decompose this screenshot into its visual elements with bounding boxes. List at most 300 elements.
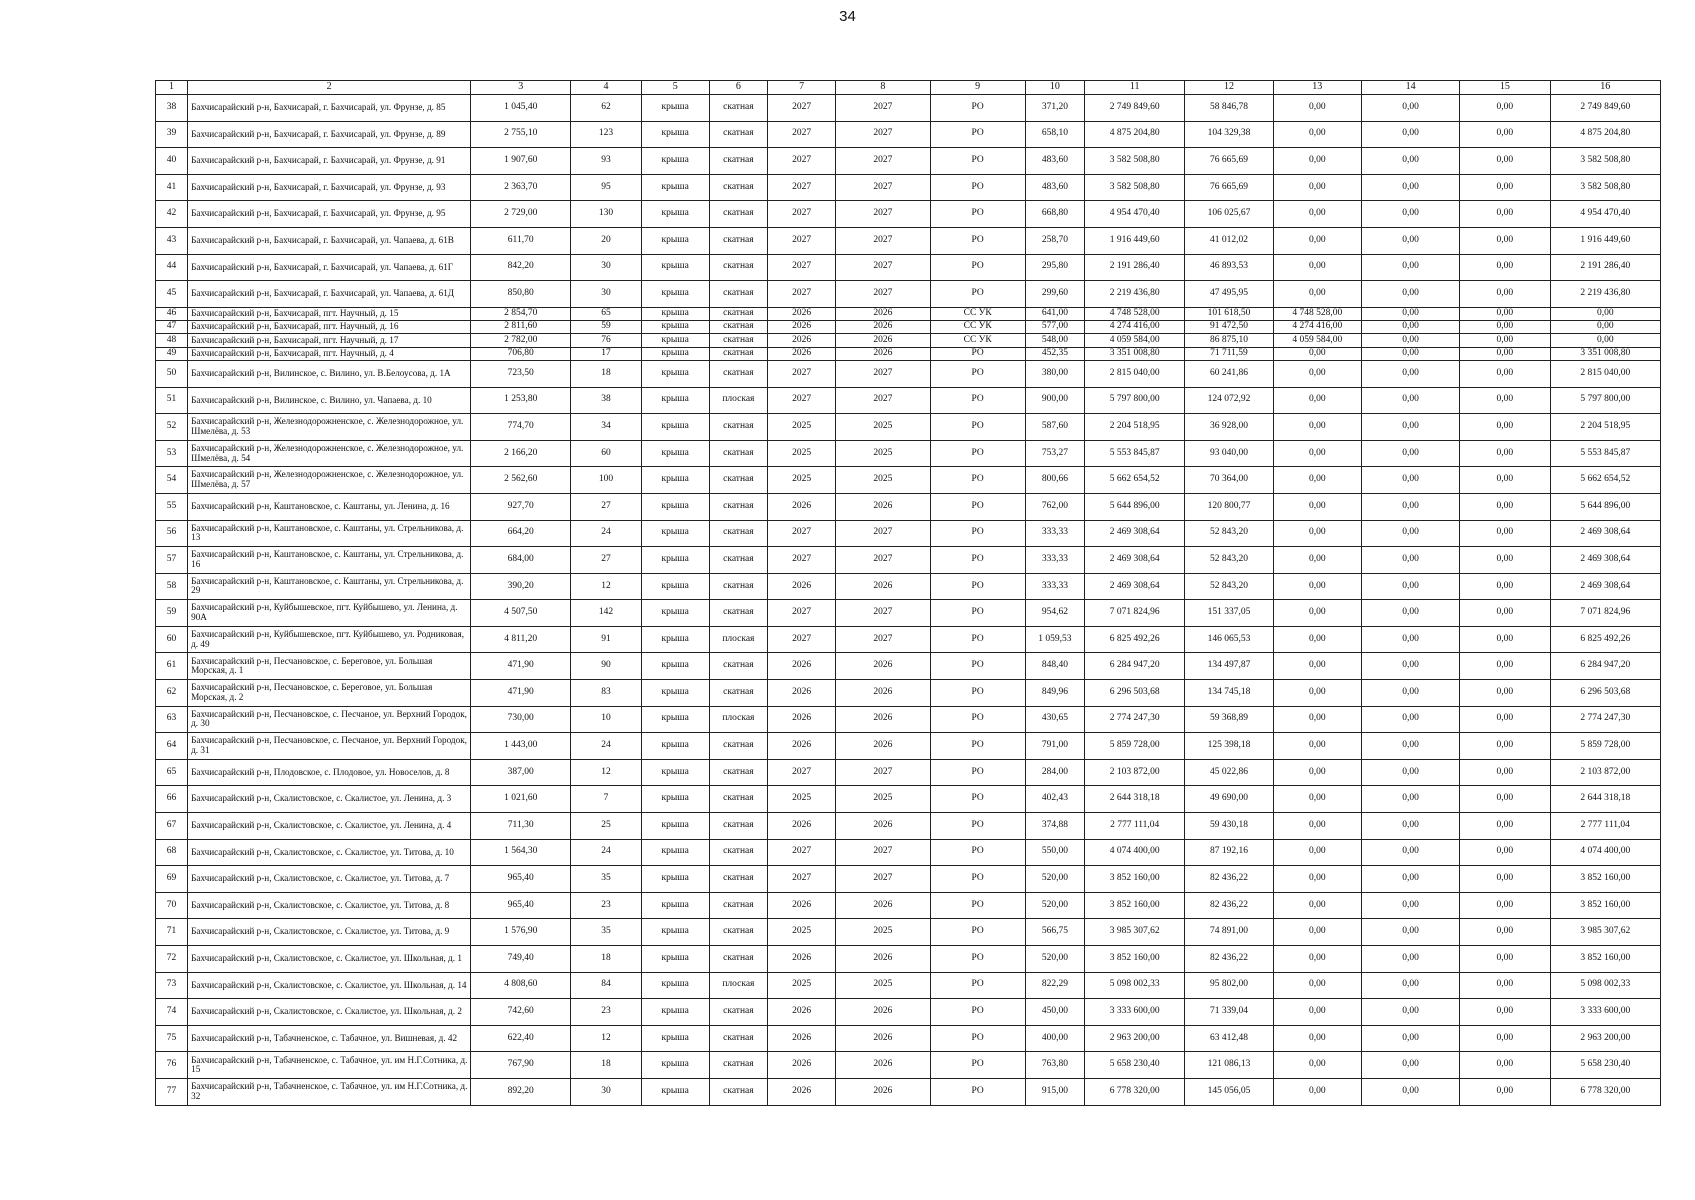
cell-13: 4 059 584,00 xyxy=(1273,334,1361,347)
row-number: 45 xyxy=(156,281,188,308)
unit-cost-cell: 36 928,00 xyxy=(1185,414,1273,441)
cost-cell: 3 852 160,00 xyxy=(1085,946,1185,973)
residents-cell: 142 xyxy=(571,600,641,627)
year-plan-cell: 2027 xyxy=(767,839,835,866)
total-cell: 4 074 400,00 xyxy=(1550,839,1660,866)
cost-cell: 2 219 436,80 xyxy=(1085,281,1185,308)
year-plan-cell: 2027 xyxy=(767,201,835,228)
cell-15: 0,00 xyxy=(1460,1078,1550,1105)
cost-cell: 2 749 849,60 xyxy=(1085,95,1185,122)
element-cell: крыша xyxy=(641,919,709,946)
roof-type-cell: скатная xyxy=(709,866,767,893)
roof-type-cell: скатная xyxy=(709,680,767,707)
row-number: 60 xyxy=(156,626,188,653)
element-cell: крыша xyxy=(641,321,709,334)
roof-type-cell: скатная xyxy=(709,148,767,175)
fund-cell: РО xyxy=(930,839,1025,866)
fund-cell: РО xyxy=(930,360,1025,387)
cell-14: 0,00 xyxy=(1361,547,1459,574)
element-cell: крыша xyxy=(641,387,709,414)
residents-cell: 90 xyxy=(571,653,641,680)
cell-14: 0,00 xyxy=(1361,600,1459,627)
unit-cost-cell: 134 745,18 xyxy=(1185,680,1273,707)
address-cell: Бахчисарайский р-н, Песчановское, с. Береговое, ул. Большая Морская, д. 1 xyxy=(188,653,471,680)
area-cell: 2 811,60 xyxy=(471,321,571,334)
cell-13: 0,00 xyxy=(1273,972,1361,999)
element-cell: крыша xyxy=(641,653,709,680)
fund-cell: РО xyxy=(930,600,1025,627)
year-plan-cell: 2027 xyxy=(767,121,835,148)
area-cell: 1 443,00 xyxy=(471,733,571,760)
address-cell: Бахчисарайский р-н, Табачненское, с. Табачное, ул. им Н.Г.Сотника, д. 32 xyxy=(188,1078,471,1105)
cell-13: 0,00 xyxy=(1273,892,1361,919)
element-cell: крыша xyxy=(641,1025,709,1052)
volume-cell: 763,80 xyxy=(1025,1052,1084,1079)
address-cell: Бахчисарайский р-н, Бахчисарай, г. Бахчисарай, ул. Фрунзе, д. 95 xyxy=(188,201,471,228)
cell-15: 0,00 xyxy=(1460,919,1550,946)
area-cell: 965,40 xyxy=(471,892,571,919)
table-body xyxy=(156,95,1661,1106)
cell-13: 0,00 xyxy=(1273,174,1361,201)
row-number: 43 xyxy=(156,227,188,254)
unit-cost-cell: 71 711,59 xyxy=(1185,347,1273,360)
roof-type-cell: скатная xyxy=(709,174,767,201)
total-cell: 2 774 247,30 xyxy=(1550,706,1660,733)
address-cell: Бахчисарайский р-н, Куйбышевское, пгт. Куйбышево, ул. Ленина, д. 90А xyxy=(188,600,471,627)
volume-cell: 849,96 xyxy=(1025,680,1084,707)
table-row xyxy=(156,1078,1661,1105)
element-cell: крыша xyxy=(641,148,709,175)
cost-cell: 3 852 160,00 xyxy=(1085,892,1185,919)
volume-cell: 641,00 xyxy=(1025,307,1084,320)
year-fact-cell: 2027 xyxy=(836,547,930,574)
total-cell: 3 333 600,00 xyxy=(1550,999,1660,1026)
table-row xyxy=(156,174,1661,201)
year-plan-cell: 2026 xyxy=(767,706,835,733)
year-plan-cell: 2025 xyxy=(767,919,835,946)
row-number: 62 xyxy=(156,680,188,707)
fund-cell: РО xyxy=(930,866,1025,893)
roof-type-cell: скатная xyxy=(709,1078,767,1105)
cell-14: 0,00 xyxy=(1361,680,1459,707)
total-cell: 0,00 xyxy=(1550,334,1660,347)
address-cell: Бахчисарайский р-н, Скалистовское, с. Скалистое, ул. Титова, д. 10 xyxy=(188,839,471,866)
address-cell: Бахчисарайский р-н, Бахчисарай, пгт. Научный, д. 16 xyxy=(188,321,471,334)
cost-cell: 5 644 896,00 xyxy=(1085,493,1185,520)
fund-cell: РО xyxy=(930,347,1025,360)
roof-type-cell: скатная xyxy=(709,95,767,122)
residents-cell: 24 xyxy=(571,520,641,547)
cell-13: 0,00 xyxy=(1273,148,1361,175)
cell-13: 0,00 xyxy=(1273,547,1361,574)
row-number: 40 xyxy=(156,148,188,175)
address-cell: Бахчисарайский р-н, Скалистовское, с. Скалистое, ул. Школьная, д. 2 xyxy=(188,999,471,1026)
cost-cell: 3 351 008,80 xyxy=(1085,347,1185,360)
fund-cell: РО xyxy=(930,95,1025,122)
cell-13: 0,00 xyxy=(1273,95,1361,122)
unit-cost-cell: 52 843,20 xyxy=(1185,520,1273,547)
column-header: 6 xyxy=(709,81,767,95)
address-cell: Бахчисарайский р-н, Бахчисарай, пгт. Научный, д. 17 xyxy=(188,334,471,347)
cell-14: 0,00 xyxy=(1361,321,1459,334)
column-header: 4 xyxy=(571,81,641,95)
residents-cell: 17 xyxy=(571,347,641,360)
element-cell: крыша xyxy=(641,946,709,973)
roof-type-cell: скатная xyxy=(709,547,767,574)
column-header: 12 xyxy=(1185,81,1273,95)
residents-cell: 7 xyxy=(571,786,641,813)
cell-15: 0,00 xyxy=(1460,174,1550,201)
roof-type-cell: плоская xyxy=(709,706,767,733)
cell-15: 0,00 xyxy=(1460,839,1550,866)
year-plan-cell: 2027 xyxy=(767,759,835,786)
volume-cell: 668,80 xyxy=(1025,201,1084,228)
cell-15: 0,00 xyxy=(1460,946,1550,973)
roof-type-cell: скатная xyxy=(709,360,767,387)
table-row xyxy=(156,440,1661,467)
unit-cost-cell: 95 802,00 xyxy=(1185,972,1273,999)
address-cell: Бахчисарайский р-н, Железнодорожненское, с. Железнодорожное, ул. Шмелёва, д. 57 xyxy=(188,467,471,494)
total-cell: 2 103 872,00 xyxy=(1550,759,1660,786)
fund-cell: РО xyxy=(930,227,1025,254)
cell-13: 0,00 xyxy=(1273,360,1361,387)
cell-15: 0,00 xyxy=(1460,759,1550,786)
cell-13: 0,00 xyxy=(1273,227,1361,254)
row-number: 49 xyxy=(156,347,188,360)
year-plan-cell: 2026 xyxy=(767,307,835,320)
address-cell: Бахчисарайский р-н, Скалистовское, с. Скалистое, ул. Школьная, д. 14 xyxy=(188,972,471,999)
table-row xyxy=(156,839,1661,866)
cell-15: 0,00 xyxy=(1460,866,1550,893)
year-fact-cell: 2026 xyxy=(836,733,930,760)
volume-cell: 791,00 xyxy=(1025,733,1084,760)
unit-cost-cell: 82 436,22 xyxy=(1185,892,1273,919)
year-plan-cell: 2027 xyxy=(767,148,835,175)
roof-type-cell: скатная xyxy=(709,839,767,866)
volume-cell: 333,33 xyxy=(1025,520,1084,547)
roof-type-cell: скатная xyxy=(709,759,767,786)
address-cell: Бахчисарайский р-н, Скалистовское, с. Скалистое, ул. Титова, д. 8 xyxy=(188,892,471,919)
volume-cell: 520,00 xyxy=(1025,866,1084,893)
year-plan-cell: 2027 xyxy=(767,281,835,308)
row-number: 68 xyxy=(156,839,188,866)
area-cell: 965,40 xyxy=(471,866,571,893)
unit-cost-cell: 121 086,13 xyxy=(1185,1052,1273,1079)
total-cell: 2 469 308,64 xyxy=(1550,573,1660,600)
cell-13: 0,00 xyxy=(1273,493,1361,520)
unit-cost-cell: 46 893,53 xyxy=(1185,254,1273,281)
total-cell: 2 777 111,04 xyxy=(1550,813,1660,840)
cell-13: 0,00 xyxy=(1273,387,1361,414)
table-row xyxy=(156,1025,1661,1052)
cell-14: 0,00 xyxy=(1361,174,1459,201)
cell-13: 0,00 xyxy=(1273,706,1361,733)
cost-cell: 2 191 286,40 xyxy=(1085,254,1185,281)
address-cell: Бахчисарайский р-н, Бахчисарай, г. Бахчисарай, ул. Фрунзе, д. 91 xyxy=(188,148,471,175)
year-plan-cell: 2027 xyxy=(767,547,835,574)
cell-14: 0,00 xyxy=(1361,1052,1459,1079)
unit-cost-cell: 93 040,00 xyxy=(1185,440,1273,467)
roof-type-cell: скатная xyxy=(709,600,767,627)
volume-cell: 430,65 xyxy=(1025,706,1084,733)
year-fact-cell: 2026 xyxy=(836,892,930,919)
residents-cell: 38 xyxy=(571,387,641,414)
row-number: 77 xyxy=(156,1078,188,1105)
cost-cell: 2 469 308,64 xyxy=(1085,573,1185,600)
address-cell: Бахчисарайский р-н, Песчановское, с. Песчаное, ул. Верхний Городок, д. 30 xyxy=(188,706,471,733)
volume-cell: 295,80 xyxy=(1025,254,1084,281)
volume-cell: 402,43 xyxy=(1025,786,1084,813)
address-cell: Бахчисарайский р-н, Скалистовское, с. Скалистое, ул. Ленина, д. 3 xyxy=(188,786,471,813)
cell-13: 0,00 xyxy=(1273,281,1361,308)
area-cell: 390,20 xyxy=(471,573,571,600)
cost-cell: 4 074 400,00 xyxy=(1085,839,1185,866)
year-fact-cell: 2026 xyxy=(836,1025,930,1052)
area-cell: 387,00 xyxy=(471,759,571,786)
year-fact-cell: 2025 xyxy=(836,440,930,467)
area-cell: 664,20 xyxy=(471,520,571,547)
year-fact-cell: 2027 xyxy=(836,148,930,175)
row-number: 55 xyxy=(156,493,188,520)
cell-15: 0,00 xyxy=(1460,1025,1550,1052)
year-fact-cell: 2027 xyxy=(836,227,930,254)
cell-14: 0,00 xyxy=(1361,520,1459,547)
cost-cell: 3 582 508,80 xyxy=(1085,174,1185,201)
area-cell: 842,20 xyxy=(471,254,571,281)
row-number: 39 xyxy=(156,121,188,148)
residents-cell: 27 xyxy=(571,547,641,574)
row-number: 38 xyxy=(156,95,188,122)
year-plan-cell: 2025 xyxy=(767,414,835,441)
total-cell: 3 351 008,80 xyxy=(1550,347,1660,360)
unit-cost-cell: 63 412,48 xyxy=(1185,1025,1273,1052)
roof-type-cell: скатная xyxy=(709,201,767,228)
element-cell: крыша xyxy=(641,254,709,281)
roof-type-cell: скатная xyxy=(709,321,767,334)
roof-type-cell: скатная xyxy=(709,227,767,254)
address-cell: Бахчисарайский р-н, Каштановское, с. Каштаны, ул. Стрельникова, д. 29 xyxy=(188,573,471,600)
cost-cell: 2 963 200,00 xyxy=(1085,1025,1185,1052)
cell-15: 0,00 xyxy=(1460,387,1550,414)
residents-cell: 18 xyxy=(571,946,641,973)
area-cell: 706,80 xyxy=(471,347,571,360)
row-number: 48 xyxy=(156,334,188,347)
year-fact-cell: 2027 xyxy=(836,281,930,308)
table-row xyxy=(156,121,1661,148)
cell-14: 0,00 xyxy=(1361,254,1459,281)
roof-type-cell: скатная xyxy=(709,1052,767,1079)
address-cell: Бахчисарайский р-н, Каштановское, с. Каштаны, ул. Ленина, д. 16 xyxy=(188,493,471,520)
cell-13: 0,00 xyxy=(1273,626,1361,653)
residents-cell: 93 xyxy=(571,148,641,175)
cell-15: 0,00 xyxy=(1460,573,1550,600)
total-cell: 2 963 200,00 xyxy=(1550,1025,1660,1052)
total-cell: 2 469 308,64 xyxy=(1550,547,1660,574)
area-cell: 471,90 xyxy=(471,653,571,680)
cell-13: 0,00 xyxy=(1273,759,1361,786)
year-fact-cell: 2026 xyxy=(836,493,930,520)
roof-type-cell: скатная xyxy=(709,813,767,840)
row-number: 57 xyxy=(156,547,188,574)
year-plan-cell: 2026 xyxy=(767,321,835,334)
table-row xyxy=(156,360,1661,387)
element-cell: крыша xyxy=(641,281,709,308)
cell-13: 4 274 416,00 xyxy=(1273,321,1361,334)
volume-cell: 915,00 xyxy=(1025,1078,1084,1105)
fund-cell: РО xyxy=(930,892,1025,919)
total-cell: 3 852 160,00 xyxy=(1550,892,1660,919)
year-plan-cell: 2027 xyxy=(767,227,835,254)
cell-14: 0,00 xyxy=(1361,347,1459,360)
fund-cell: РО xyxy=(930,520,1025,547)
cell-14: 0,00 xyxy=(1361,414,1459,441)
element-cell: крыша xyxy=(641,972,709,999)
year-plan-cell: 2027 xyxy=(767,254,835,281)
row-number: 61 xyxy=(156,653,188,680)
unit-cost-cell: 49 690,00 xyxy=(1185,786,1273,813)
cost-cell: 4 059 584,00 xyxy=(1085,334,1185,347)
fund-cell: РО xyxy=(930,813,1025,840)
year-fact-cell: 2027 xyxy=(836,95,930,122)
cost-cell: 2 777 111,04 xyxy=(1085,813,1185,840)
fund-cell: РО xyxy=(930,1025,1025,1052)
total-cell: 5 797 800,00 xyxy=(1550,387,1660,414)
roof-type-cell: скатная xyxy=(709,467,767,494)
total-cell: 6 284 947,20 xyxy=(1550,653,1660,680)
table-row xyxy=(156,254,1661,281)
area-cell: 1 907,60 xyxy=(471,148,571,175)
table-row xyxy=(156,919,1661,946)
element-cell: крыша xyxy=(641,334,709,347)
row-number: 74 xyxy=(156,999,188,1026)
residents-cell: 27 xyxy=(571,493,641,520)
row-number: 73 xyxy=(156,972,188,999)
residents-cell: 65 xyxy=(571,307,641,320)
roof-type-cell: скатная xyxy=(709,946,767,973)
unit-cost-cell: 86 875,10 xyxy=(1185,334,1273,347)
area-cell: 684,00 xyxy=(471,547,571,574)
volume-cell: 450,00 xyxy=(1025,999,1084,1026)
area-cell: 927,70 xyxy=(471,493,571,520)
area-cell: 2 562,60 xyxy=(471,467,571,494)
unit-cost-cell: 76 665,69 xyxy=(1185,148,1273,175)
cell-13: 0,00 xyxy=(1273,1078,1361,1105)
area-cell: 742,60 xyxy=(471,999,571,1026)
total-cell: 5 098 002,33 xyxy=(1550,972,1660,999)
cell-15: 0,00 xyxy=(1460,600,1550,627)
volume-cell: 258,70 xyxy=(1025,227,1084,254)
cell-14: 0,00 xyxy=(1361,440,1459,467)
row-number: 65 xyxy=(156,759,188,786)
cell-15: 0,00 xyxy=(1460,733,1550,760)
cell-15: 0,00 xyxy=(1460,95,1550,122)
cost-cell: 1 916 449,60 xyxy=(1085,227,1185,254)
volume-cell: 954,62 xyxy=(1025,600,1084,627)
element-cell: крыша xyxy=(641,201,709,228)
roof-type-cell: плоская xyxy=(709,626,767,653)
total-cell: 2 644 318,18 xyxy=(1550,786,1660,813)
cost-cell: 6 825 492,26 xyxy=(1085,626,1185,653)
address-cell: Бахчисарайский р-н, Бахчисарай, пгт. Научный, д. 4 xyxy=(188,347,471,360)
unit-cost-cell: 76 665,69 xyxy=(1185,174,1273,201)
total-cell: 3 582 508,80 xyxy=(1550,174,1660,201)
row-number: 56 xyxy=(156,520,188,547)
area-cell: 711,30 xyxy=(471,813,571,840)
header-row xyxy=(156,81,1661,95)
unit-cost-cell: 125 398,18 xyxy=(1185,733,1273,760)
row-number: 54 xyxy=(156,467,188,494)
volume-cell: 380,00 xyxy=(1025,360,1084,387)
cell-13: 0,00 xyxy=(1273,414,1361,441)
cost-cell: 3 852 160,00 xyxy=(1085,866,1185,893)
fund-cell: РО xyxy=(930,387,1025,414)
row-number: 67 xyxy=(156,813,188,840)
area-cell: 2 854,70 xyxy=(471,307,571,320)
row-number: 76 xyxy=(156,1052,188,1079)
volume-cell: 550,00 xyxy=(1025,839,1084,866)
fund-cell: СС УК xyxy=(930,307,1025,320)
year-plan-cell: 2027 xyxy=(767,626,835,653)
cell-13: 0,00 xyxy=(1273,201,1361,228)
year-plan-cell: 2026 xyxy=(767,573,835,600)
residents-cell: 24 xyxy=(571,839,641,866)
area-cell: 622,40 xyxy=(471,1025,571,1052)
unit-cost-cell: 41 012,02 xyxy=(1185,227,1273,254)
unit-cost-cell: 106 025,67 xyxy=(1185,201,1273,228)
residents-cell: 35 xyxy=(571,919,641,946)
year-fact-cell: 2027 xyxy=(836,360,930,387)
cost-cell: 5 797 800,00 xyxy=(1085,387,1185,414)
table-row xyxy=(156,653,1661,680)
address-cell: Бахчисарайский р-н, Табачненское, с. Табачное, ул. им Н.Г.Сотника, д. 15 xyxy=(188,1052,471,1079)
cell-13: 0,00 xyxy=(1273,520,1361,547)
element-cell: крыша xyxy=(641,626,709,653)
table-header xyxy=(156,81,1661,95)
volume-cell: 452,35 xyxy=(1025,347,1084,360)
cell-14: 0,00 xyxy=(1361,706,1459,733)
total-cell: 0,00 xyxy=(1550,307,1660,320)
cell-13: 0,00 xyxy=(1273,680,1361,707)
row-number: 44 xyxy=(156,254,188,281)
residents-cell: 24 xyxy=(571,733,641,760)
cell-14: 0,00 xyxy=(1361,360,1459,387)
cost-cell: 5 098 002,33 xyxy=(1085,972,1185,999)
area-cell: 1 253,80 xyxy=(471,387,571,414)
cell-14: 0,00 xyxy=(1361,1025,1459,1052)
volume-cell: 371,20 xyxy=(1025,95,1084,122)
table-row xyxy=(156,547,1661,574)
residents-cell: 100 xyxy=(571,467,641,494)
cell-13: 0,00 xyxy=(1273,813,1361,840)
address-cell: Бахчисарайский р-н, Вилинское, с. Вилино, ул. В.Белоусова, д. 1А xyxy=(188,360,471,387)
year-plan-cell: 2026 xyxy=(767,680,835,707)
year-plan-cell: 2025 xyxy=(767,440,835,467)
column-header: 13 xyxy=(1273,81,1361,95)
element-cell: крыша xyxy=(641,999,709,1026)
fund-cell: РО xyxy=(930,680,1025,707)
fund-cell: РО xyxy=(930,493,1025,520)
element-cell: крыша xyxy=(641,307,709,320)
element-cell: крыша xyxy=(641,360,709,387)
unit-cost-cell: 45 022,86 xyxy=(1185,759,1273,786)
year-fact-cell: 2026 xyxy=(836,573,930,600)
volume-cell: 753,27 xyxy=(1025,440,1084,467)
cell-14: 0,00 xyxy=(1361,972,1459,999)
fund-cell: РО xyxy=(930,999,1025,1026)
fund-cell: РО xyxy=(930,786,1025,813)
year-plan-cell: 2027 xyxy=(767,520,835,547)
year-fact-cell: 2027 xyxy=(836,387,930,414)
